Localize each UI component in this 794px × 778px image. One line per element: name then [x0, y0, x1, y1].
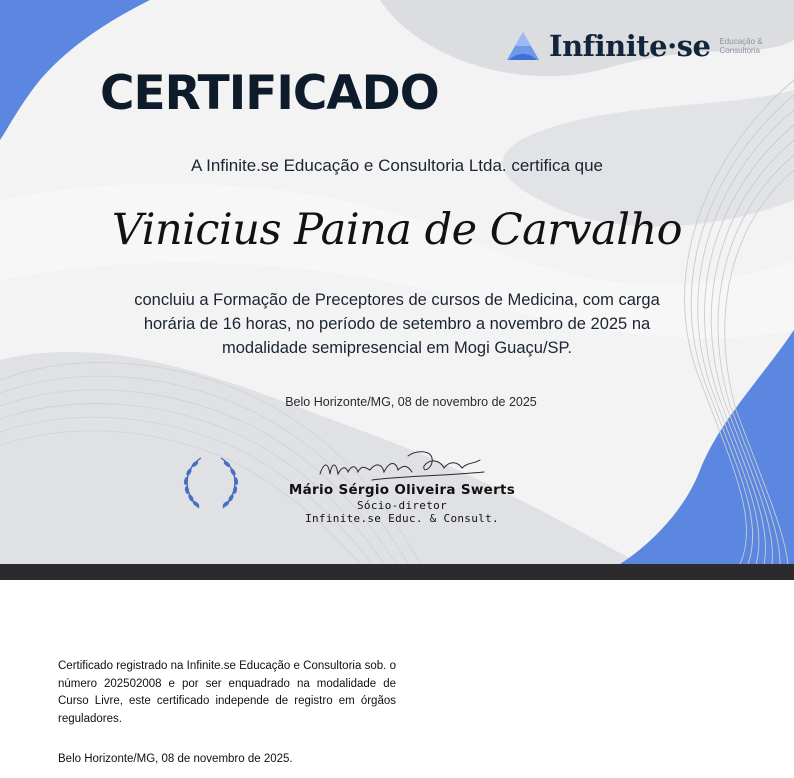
handwritten-signature [312, 444, 492, 484]
certificate-intro: A Infinite.se Educação e Consultoria Ltda. certifica que [190, 156, 604, 175]
brand-header [503, 26, 779, 66]
place-date: Belo Horizonte/MG, 08 de novembro de 2025 [285, 395, 537, 409]
laurel-wreath-icon [177, 454, 245, 510]
infinite-logo-icon [503, 26, 543, 66]
registration-note: Certificado registrado na Infinite.se Educação e Consultoria sob. o número 202502008 e por ser enquadrado na modalidade de Curso Livre, este certificado independe de registro em órgãos reguladores. [58, 660, 396, 725]
signer-name: Mário Sérgio Oliveira Swerts [288, 482, 516, 498]
signer-block [272, 482, 532, 525]
brand-tagline: Educação & Consultoria [719, 37, 763, 55]
signer-role: Sócio-diretor [357, 499, 447, 512]
signer-organization: Infinite.se Educ. & Consult. [305, 512, 499, 525]
page-divider-bar [0, 564, 794, 580]
certificate-title: CERTIFICADO [100, 66, 439, 121]
brand-name: Infinite·se [549, 29, 711, 63]
footer-date: Belo Horizonte/MG, 08 de novembro de 2025. [58, 753, 293, 765]
recipient-name: Vinicius Paina de Carvalho [111, 205, 683, 255]
certificate-body: concluiu a Formação de Preceptores de cursos de Medicina, com carga horária de 16 horas, no período de setembro a novembro de 2025 na modalidade semipresencial em Mogi Guaçu/SP. [134, 291, 660, 357]
